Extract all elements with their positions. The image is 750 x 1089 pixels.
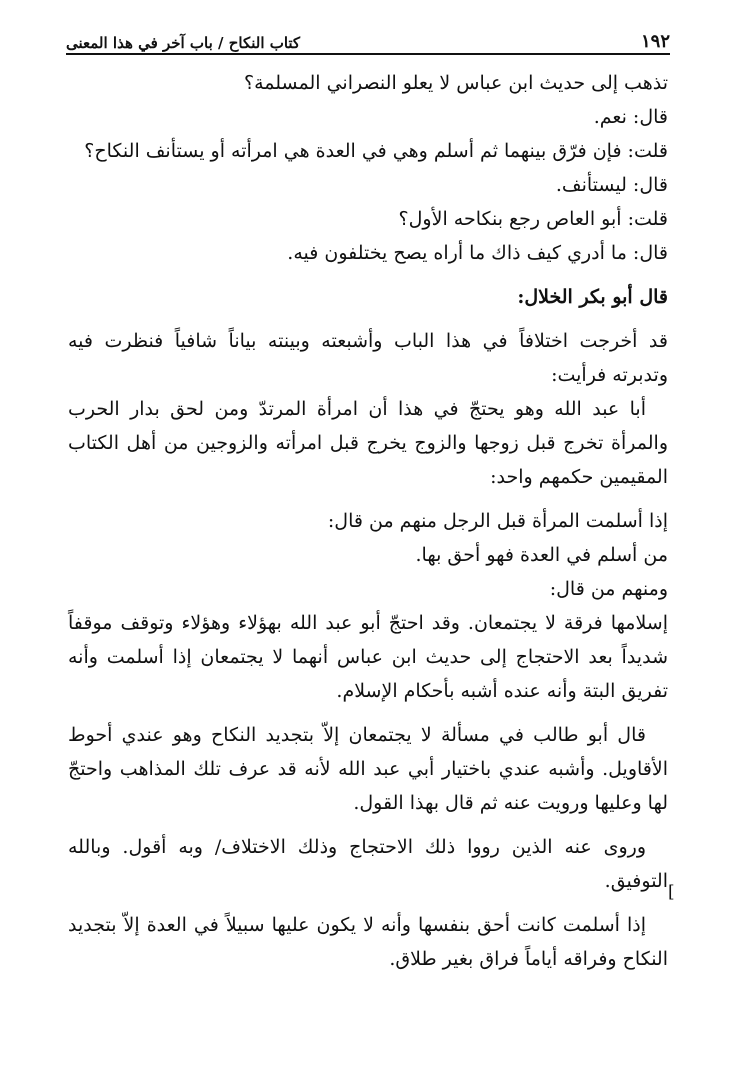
paragraph: قال: ما أدري كيف ذاك ما أراه يصح يختلفون فيه. — [287, 242, 668, 264]
paragraph: قال أبو طالب في مسألة لا يجتمعان إلاّ بتجديد النكاح وهو عندي أحوط الأقاويل. وأشبه عندي باختيار أبي عبد الله لأنه قد عرف تلك المذاهب واحتجّ لها وعليها ورويت عنه ثم قال بهذا القول. — [68, 724, 668, 814]
paragraph: قلت: فإن فرّق بينهما ثم أسلم وهي في العدة هي امرأته أو يستأنف النكاح؟ — [84, 140, 668, 162]
paragraph: قد أخرجت اختلافاً في هذا الباب وأشبعته وبينته بياناً شافياً فنظرت فيه وتدبرته فرأيت: — [68, 330, 668, 386]
page-body — [68, 66, 668, 976]
paragraph: إذا أسلمت المرأة قبل الرجل منهم من قال: — [327, 510, 668, 532]
page-number: ١٩٢ — [640, 31, 670, 52]
paragraph: من أسلم في العدة فهو أحق بها. — [415, 544, 668, 566]
paragraph: إسلامها فرقة لا يجتمعان. وقد احتجّ أبو عبد الله بهؤلاء وهؤلاء وتوقف موقفاً شديداً بعد الاحتجاج إلى حديث ابن عباس أنهما لا يجتمعان إذا أسلمت وأنه تفريق البتة وأنه عنده أشبه بأحكام الإسلام. — [68, 612, 668, 702]
paragraph: قلت: أبو العاص رجع بنكاحه الأول؟ — [398, 208, 668, 230]
section-heading: قال أبو بكر الخلال: — [517, 286, 668, 308]
paragraph: تذهب إلى حديث ابن عباس لا يعلو النصراني المسلمة؟ — [243, 72, 668, 94]
running-title: كتاب النكاح / باب آخر في هذا المعنى — [66, 34, 301, 52]
paragraph: إذا أسلمت كانت أحق بنفسها وأنه لا يكون عليها سبيلاً في العدة إلاّ بتجديد النكاح وفراقه أياماً فراق بغير طلاق. — [68, 914, 668, 970]
margin-marker: [ — [668, 882, 675, 902]
paragraph: قال: ليستأنف. — [555, 174, 668, 196]
header-rule — [66, 53, 670, 55]
paragraph: ومنهم من قال: — [549, 578, 668, 600]
paragraph: قال: نعم. — [593, 106, 668, 128]
paragraph: أبا عبد الله وهو يحتجّ في هذا أن امرأة المرتدّ ومن لحق بدار الحرب والمرأة تخرج قبل زوجها والزوج يخرج قبل امرأته والزوجين من أهل الكتاب المقيمين حكمهم واحد: — [68, 398, 668, 488]
page-header — [66, 22, 670, 52]
paragraph: وروى عنه الذين رووا ذلك الاحتجاج وذلك الاختلاف/ وبه أقول. وبالله التوفيق. — [68, 836, 668, 892]
